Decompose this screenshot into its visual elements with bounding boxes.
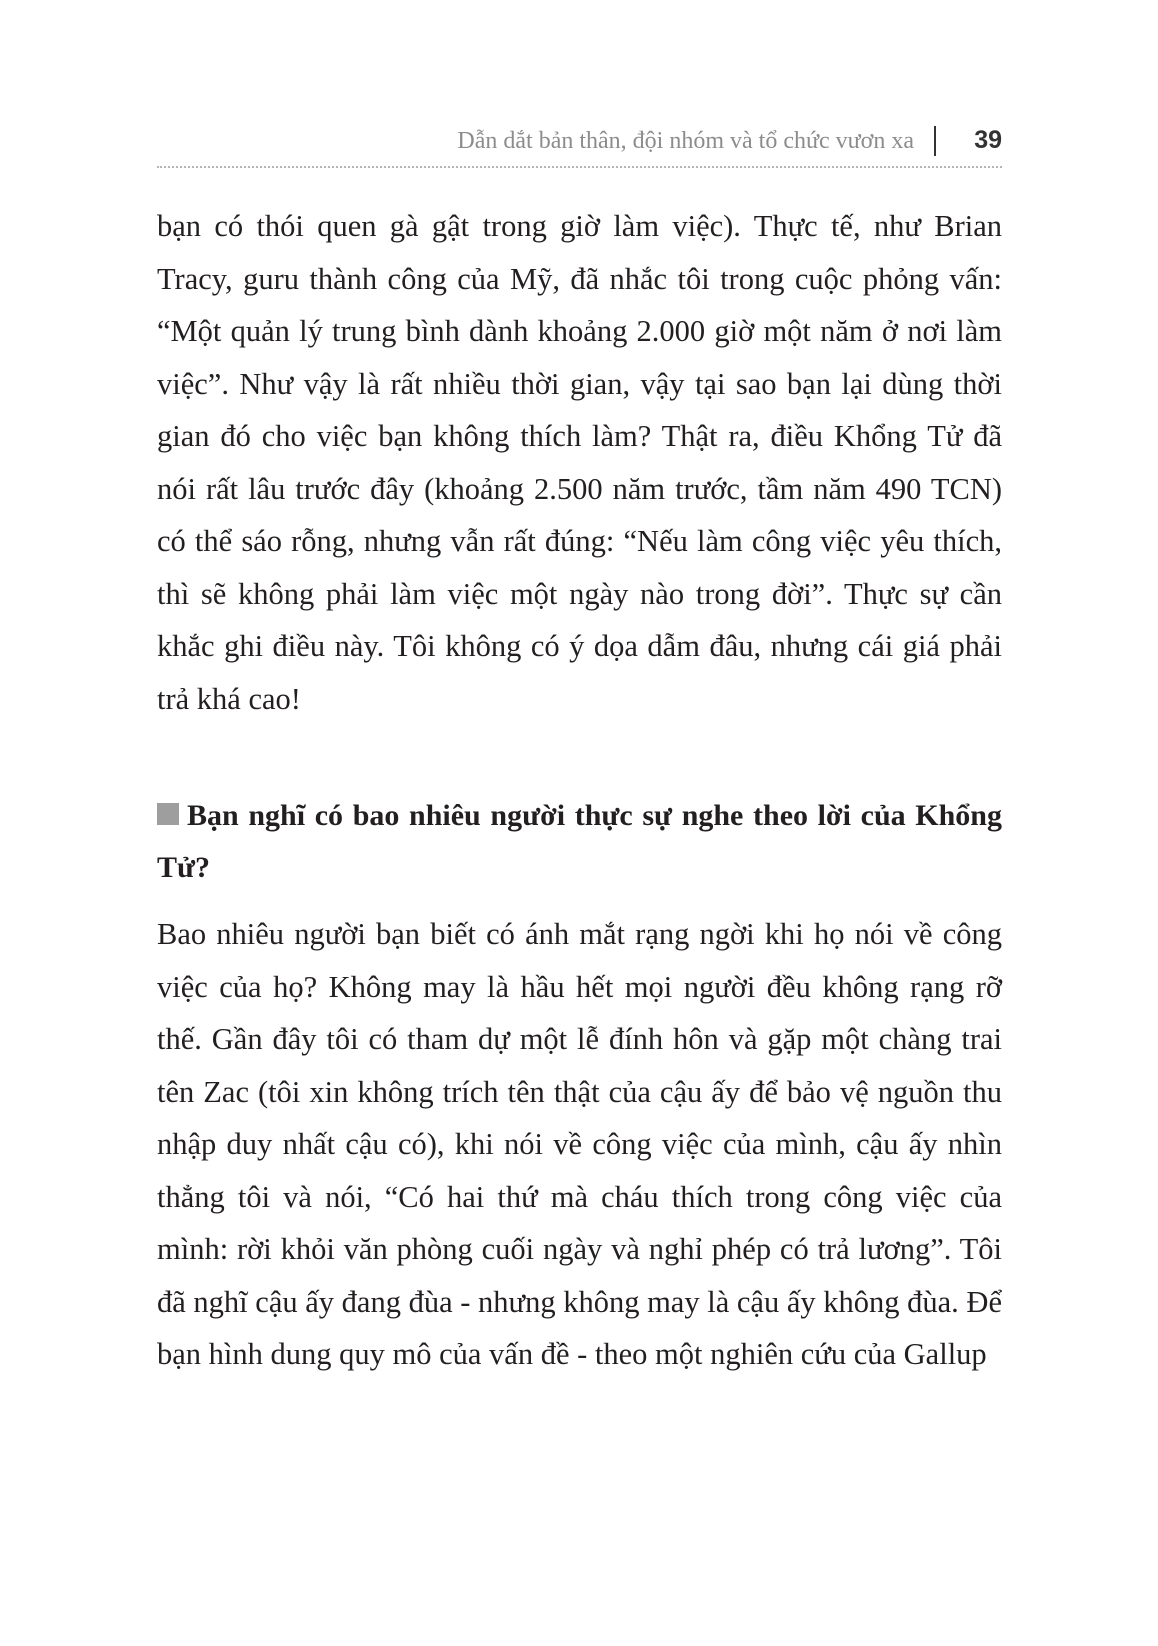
question-heading-text: Bạn nghĩ có bao nhiêu người thực sự nghe theo lời của Khổng Tử?	[157, 799, 1002, 884]
running-header	[157, 120, 1002, 168]
running-title: Dẫn dắt bản thân, đội nhóm và tổ chức vươn xa	[457, 128, 914, 154]
body-paragraph-2: Bao nhiêu người bạn biết có ánh mắt rạng ngời khi họ nói về công việc của họ? Không may là hầu hết mọi người đều không rạng rỡ thế. Gần đây tôi có tham dự một lễ đính hôn và gặp một chàng trai tên Zac (tôi xin không trích tên thật của cậu ấy để bảo vệ nguồn thu nhập duy nhất cậu có), khi nói về công việc của mình, cậu ấy nhìn thẳng tôi và nói, “Có hai thứ mà cháu thích trong công việc của mình: rời khỏi văn phòng cuối ngày và nghỉ phép có trả lương”. Tôi đã nghĩ cậu ấy đang đùa - nhưng không may là cậu ấy không đùa. Để bạn hình dung quy mô của vấn đề - theo một nghiên cứu của Gallup	[157, 917, 1002, 1371]
question-heading	[157, 790, 1002, 894]
page-number: 39	[974, 126, 1002, 154]
body-paragraph-1: bạn có thói quen gà gật trong giờ làm việc). Thực tế, như Brian Tracy, guru thành công của Mỹ, đã nhắc tôi trong cuộc phỏng vấn: “Một quản lý trung bình dành khoảng 2.000 giờ một năm ở nơi làm việc”. Như vậy là rất nhiều thời gian, vậy tại sao bạn lại dùng thời gian đó cho việc bạn không thích làm? Thật ra, điều Khổng Tử đã nói rất lâu trước đây (khoảng 2.500 năm trước, tầm năm 490 TCN) có thể sáo rỗng, nhưng vẫn rất đúng: “Nếu làm công việc yêu thích, thì sẽ không phải làm việc một ngày nào trong đời”. Thực sự cần khắc ghi điều này. Tôi không có ý dọa dẫm đâu, nhưng cái giá phải trả khá cao!	[157, 209, 1002, 716]
header-divider	[934, 126, 936, 156]
square-bullet-icon	[157, 803, 179, 825]
